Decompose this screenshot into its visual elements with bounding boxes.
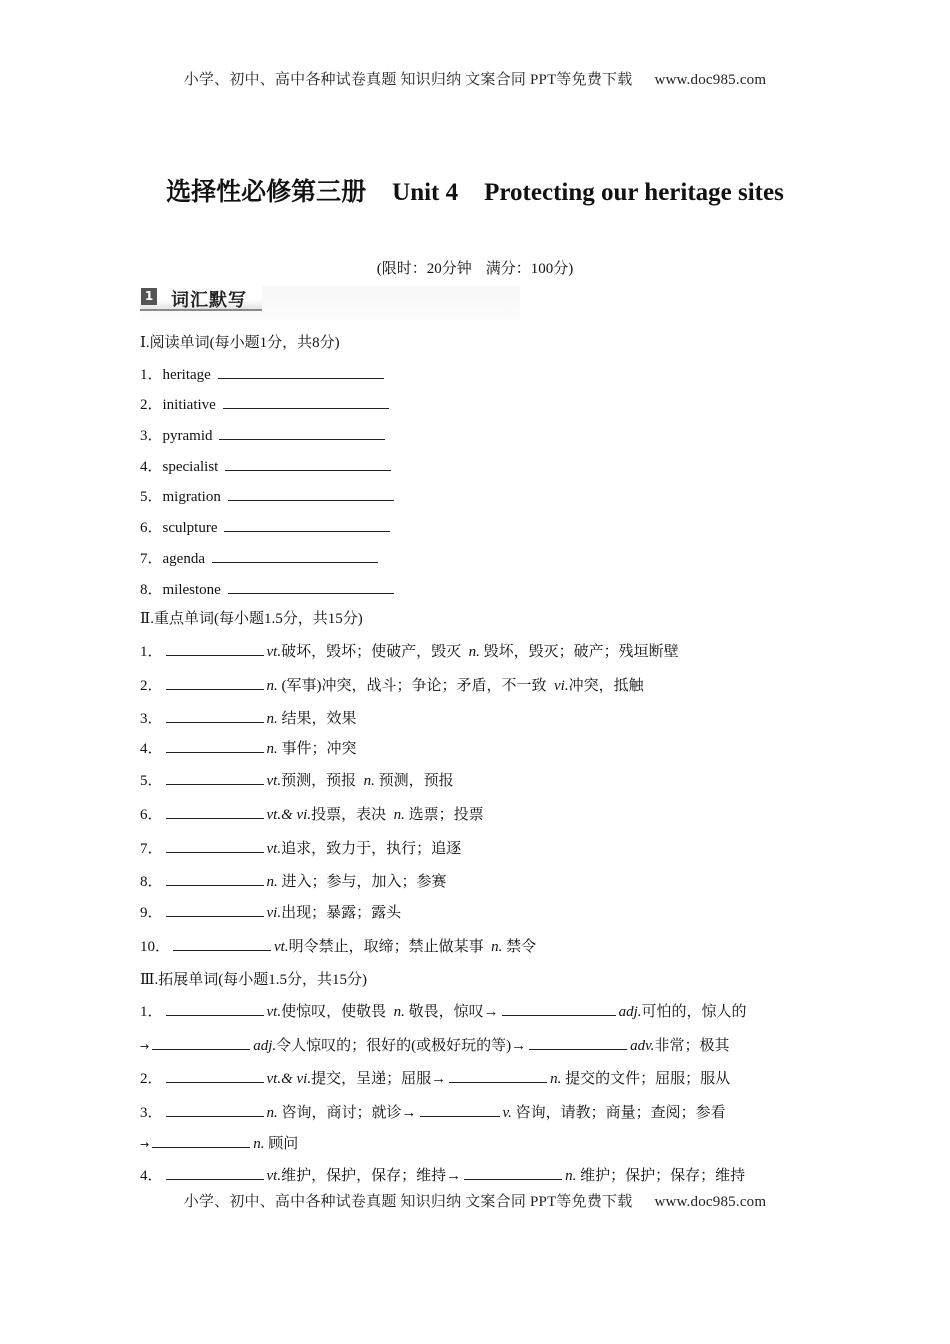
pos-label: n. [266,1105,278,1121]
page-title [0,172,950,208]
item-number: 6． [140,807,163,823]
pos-label: n. [266,678,278,694]
definition: 提交，呈递；屈服→ [311,1071,447,1087]
part2-heading: Ⅱ.重点单词(每小题1.5分，共15分) [140,611,363,627]
pos-label: vi. [266,905,282,921]
definition: 敬畏，惊叹→ [408,1004,499,1020]
item-number: 3． [140,711,163,727]
answer-blank[interactable] [449,1068,547,1083]
answer-blank[interactable] [223,394,389,409]
definition: 冲突，抵触 [568,678,644,694]
pos-label: adj. [618,1004,642,1020]
pos-label: n. [266,711,278,727]
header-text: 小学、初中、高中各种试卷真题 知识归纳 文案合同 PPT等免费下载 [183,72,633,88]
definition: 进入；参与，加入；参赛 [281,874,447,890]
definition: 可怕的，惊人的 [641,1004,747,1020]
answer-blank[interactable] [166,1001,264,1016]
pos-label: adv. [630,1038,655,1054]
list-item [140,578,397,599]
list-item [140,935,536,956]
list-item [140,1000,747,1021]
item-number: 5． [140,489,163,505]
list-item [140,837,461,858]
list-item [140,901,401,922]
page-header [0,68,950,89]
definition: 非常；极其 [654,1038,730,1054]
list-item [140,707,357,728]
pos-label: vt. [266,644,282,660]
pos-label: n. [468,644,480,660]
list-item [140,455,394,476]
answer-blank[interactable] [212,548,378,563]
definition: 维护；保护；保存；维持 [580,1168,746,1184]
pos-label: n. [393,807,405,823]
pos-label: n. [491,939,503,955]
item-word: initiative [162,397,216,413]
item-number: 10． [140,939,171,955]
answer-blank[interactable] [166,871,264,886]
answer-blank[interactable] [502,1001,616,1016]
answer-blank[interactable] [218,364,384,379]
title-unit: Unit 4 [392,179,459,206]
definition: 明令禁止，取缔；禁止做某事 [288,939,484,955]
pos-label: adj. [253,1038,277,1054]
time-score-limit [0,257,950,278]
item-word: milestone [162,582,221,598]
definition: 咨询，请教；商量；查阅；参看 [515,1105,726,1121]
list-item [140,640,679,661]
arrow-icon: → [140,1138,150,1151]
list-item [140,803,484,824]
item-word: migration [162,489,221,505]
item-number: 1． [140,367,163,383]
pos-label: v. [502,1105,512,1121]
answer-blank[interactable] [166,902,264,917]
section-tab [140,286,262,311]
item-number: 6． [140,520,163,536]
list-item [140,737,357,758]
pos-label: vt. [266,1168,282,1184]
list-item [140,1164,745,1185]
definition: 追求，致力于，执行；追逐 [281,841,462,857]
item-word: agenda [162,551,205,567]
definition: 禁令 [506,939,537,955]
list-item [140,769,454,790]
section-heading-bar [140,286,520,320]
header-url: www.doc985.com [654,72,767,88]
definition: 令人惊叹的；很好的(或极好玩的等)→ [276,1038,527,1054]
item-number: 4． [140,741,163,757]
arrow-icon: → [140,1040,150,1053]
item-number: 3． [140,428,163,444]
answer-blank[interactable] [152,1035,250,1050]
part1-heading: Ⅰ.阅读单词(每小题1分，共8分) [140,335,340,351]
pos-label: vt. [274,939,289,955]
definition: 毁坏，毁灭；破产；残垣断壁 [483,644,679,660]
answer-blank[interactable] [529,1035,627,1050]
footer-url: www.doc985.com [654,1194,767,1210]
answer-blank[interactable] [166,804,264,819]
pos-label: vt. [266,841,282,857]
answer-blank[interactable] [166,675,264,690]
pos-label: n. [393,1004,405,1020]
definition: 维护，保护，保存；维持→ [281,1168,462,1184]
item-number: 8． [140,874,163,890]
definition: 顾问 [268,1136,299,1152]
item-word: heritage [162,367,211,383]
definition: 投票，表决 [311,807,387,823]
pos-label: n. [363,773,375,789]
definition: 破坏，毁坏；使破产，毁灭 [281,644,462,660]
pos-label: n. [266,741,278,757]
answer-blank[interactable] [219,425,385,440]
part3-heading: Ⅲ.拓展单词(每小题1.5分，共15分) [140,972,367,988]
list-item [140,870,447,891]
item-number: 4． [140,459,163,475]
definition: 出现；暴露；露头 [281,905,402,921]
answer-blank[interactable] [173,936,271,951]
item-word: sculpture [162,520,218,536]
answer-blank[interactable] [166,1102,264,1117]
item-number: 7． [140,551,163,567]
definition: 咨询，商讨；就诊→ [281,1105,417,1121]
list-item [140,1067,730,1088]
list-item [140,485,397,506]
title-book: 选择性必修第三册 [166,179,367,206]
pos-label: n. [266,874,278,890]
answer-blank[interactable] [166,838,264,853]
list-item [140,393,392,414]
page-footer [0,1190,950,1211]
list-item-continuation [140,1034,729,1055]
definition: (军事)冲突，战斗；争论；矛盾，不一致 [281,678,547,694]
item-number: 7． [140,841,163,857]
definition: 事件；冲突 [281,741,357,757]
pos-label: vi. [554,678,569,694]
answer-blank[interactable] [166,708,264,723]
item-number: 9． [140,905,163,921]
answer-blank[interactable] [166,1068,264,1083]
definition: 提交的文件；屈服；服从 [565,1071,731,1087]
pos-label: n. [550,1071,562,1087]
item-number: 3． [140,1105,163,1121]
answer-blank[interactable] [420,1102,500,1117]
item-number: 4． [140,1168,163,1184]
list-item [140,674,644,695]
definition: 预测，预报 [378,773,454,789]
item-word: pyramid [162,428,213,444]
item-number: 2． [140,397,163,413]
item-number: 1． [140,1004,163,1020]
answer-blank[interactable] [166,738,264,753]
item-number: 2． [140,678,163,694]
pos-label: n. [253,1136,265,1152]
pos-label: n. [565,1168,577,1184]
answer-blank[interactable] [152,1133,250,1148]
definition: 结果，效果 [281,711,357,727]
pos-label: vt.& vi. [266,1071,312,1087]
answer-blank[interactable] [166,1165,264,1180]
definition: 预测，预报 [281,773,357,789]
answer-blank[interactable] [228,579,394,594]
footer-text: 小学、初中、高中各种试卷真题 知识归纳 文案合同 PPT等免费下载 [183,1194,633,1210]
section-label: 词汇默写 [171,290,247,311]
answer-blank[interactable] [166,770,264,785]
item-number: 1． [140,644,163,660]
item-number: 5． [140,773,163,789]
list-item [140,363,387,384]
answer-blank[interactable] [228,486,394,501]
definition: 选票；投票 [408,807,484,823]
title-topic: Protecting our heritage sites [484,179,784,206]
list-item [140,1101,726,1122]
pos-label: vt.& vi. [266,807,312,823]
list-item-continuation [140,1132,298,1153]
answer-blank[interactable] [464,1165,562,1180]
time-limit: (限时：20分钟 [376,261,472,277]
pos-label: vt. [266,1004,282,1020]
list-item [140,547,381,568]
list-item [140,424,388,445]
answer-blank[interactable] [166,641,264,656]
score-limit: 满分：100分) [485,261,574,277]
pos-label: vt. [266,773,282,789]
item-number: 8． [140,582,163,598]
section-number-icon: 1 [141,288,157,305]
item-word: specialist [162,459,219,475]
answer-blank[interactable] [224,517,390,532]
item-number: 2． [140,1071,163,1087]
answer-blank[interactable] [225,456,391,471]
list-item [140,516,393,537]
definition: 使惊叹，使敬畏 [281,1004,387,1020]
